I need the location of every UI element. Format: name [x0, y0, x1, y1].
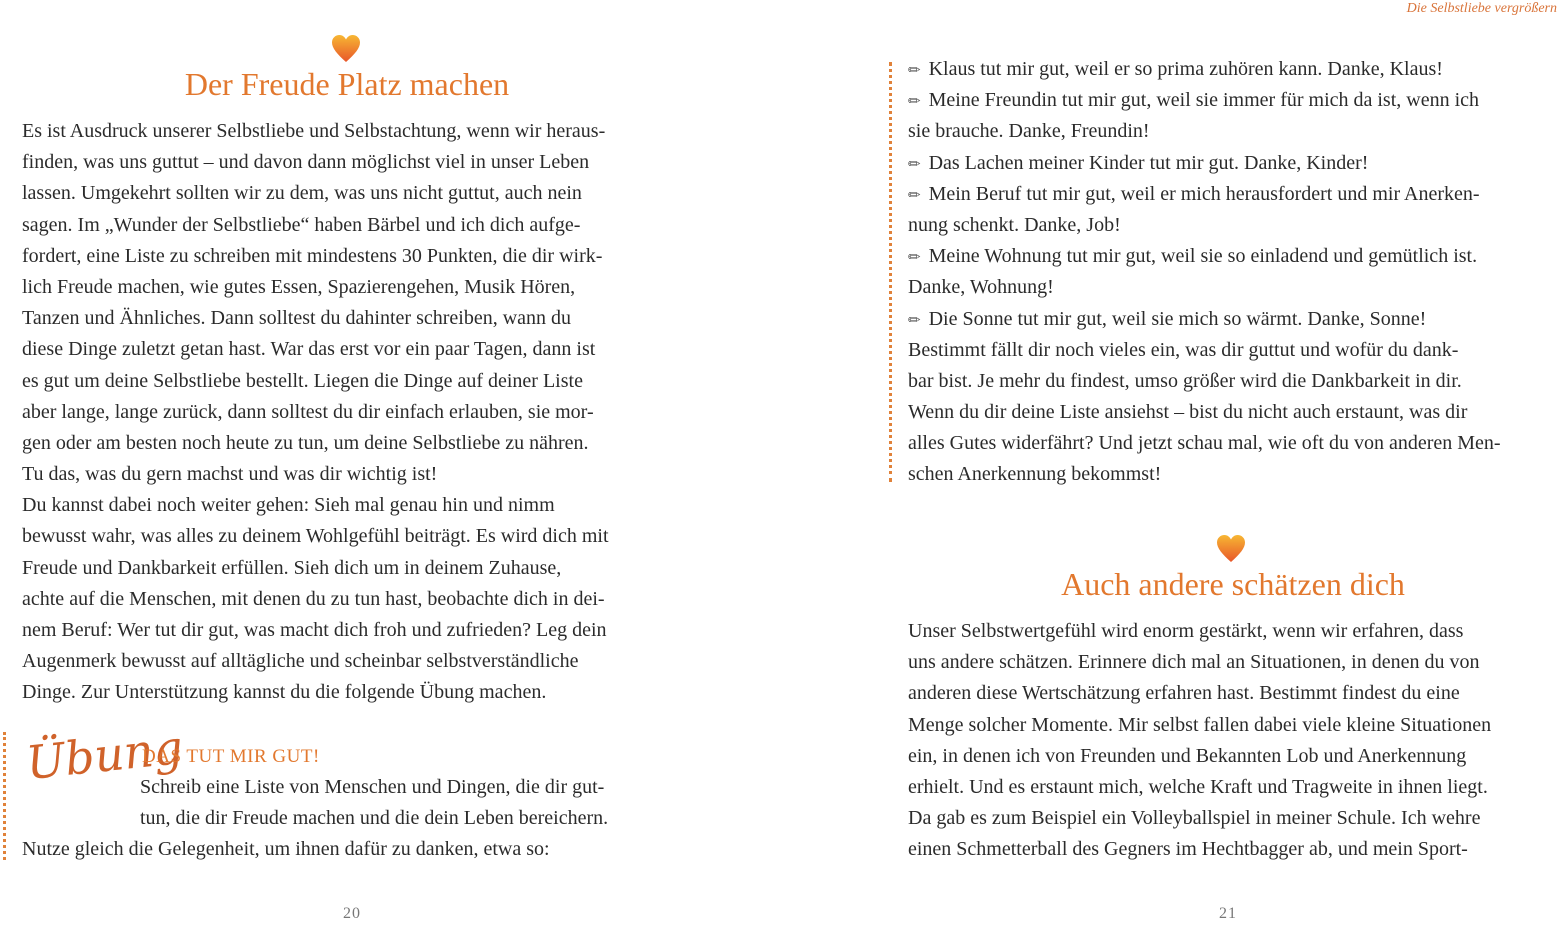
text-line: bar bist. Je mehr du findest, umso größer wird die Dankbarkeit in dir. [908, 369, 1462, 392]
pencil-icon: ✏ [908, 312, 921, 329]
text-line: achte auf die Menschen, mit denen du zu tun hast, beobachte dich in dei- [22, 587, 605, 610]
text-line: finden, was uns guttut – und davon dann möglichst viel in unser Leben [22, 151, 590, 174]
text-line: Schreib eine Liste von Menschen und Dingen, die dir gut- [140, 776, 605, 798]
text-line: fordert, eine Liste zu schreiben mit mindestens 30 Punkten, die dir wirk- [22, 244, 603, 267]
text-line: Dinge. Zur Unterstützung kannst du die folgende Übung machen. [22, 681, 547, 704]
text-line: Du kannst dabei noch weiter gehen: Sieh mal genau hin und nimm [22, 494, 555, 517]
text-line: Augenmerk bewusst auf alltägliche und scheinbar selbstverständliche [22, 650, 579, 673]
text-line: alles Gutes widerfährt? Und jetzt schau mal, wie oft du von anderen Men- [908, 432, 1501, 455]
text-line: erhielt. Und es erstaunt mich, welche Kraft und Tragweite in ihnen liegt. [908, 775, 1488, 798]
text-line: Bestimmt fällt dir noch vieles ein, was dir guttut und wofür du dank- [908, 338, 1459, 361]
pencil-icon: ✏ [908, 156, 921, 173]
text-line: lassen. Umgekehrt sollten wir zu dem, was uns nicht guttut, auch nein [22, 182, 582, 205]
list-item: ✏ Mein Beruf tut mir gut, weil er mich herausfordert und mir Anerken- [908, 182, 1480, 205]
text-line: Freude und Dankbarkeit erfüllen. Sieh dich um in deinem Zuhause, [22, 556, 562, 579]
right-heading: Auch andere schätzen dich [1061, 566, 1405, 602]
text-line: sie brauche. Danke, Freundin! [908, 120, 1150, 143]
text-line: es gut um deine Selbstliebe bestellt. Liegen die Dinge auf deiner Liste [22, 369, 583, 392]
text-line: schen Anerkennung bekommst! [908, 463, 1162, 486]
heart-icon [331, 34, 361, 68]
list-item: ✏ Die Sonne tut mir gut, weil sie mich so wärmt. Danke, Sonne! [908, 307, 1427, 330]
exercise-label: Übung [23, 719, 186, 791]
text-line: Tanzen und Ähnliches. Dann solltest du dahinter schreiben, wann du [22, 307, 572, 330]
heart-icon [1216, 534, 1246, 568]
pencil-icon: ✏ [908, 63, 921, 79]
text-line: uns andere schätzen. Erinnere dich mal an Situationen, in denen du von [908, 651, 1480, 674]
text-line: nem Beruf: Wer tut dir gut, was macht dich froh und zufrieden? Leg dein [22, 619, 607, 641]
pencil-icon: ✏ [908, 187, 921, 204]
page-number-right: 21 [1219, 905, 1237, 922]
text-line: Wenn du dir deine Liste ansiehst – bist du nicht auch erstaunt, was dir [908, 401, 1468, 424]
text-line: ein, in denen ich von Freunden und Bekannten Lob und Anerkennung [908, 744, 1467, 767]
text-line: Es ist Ausdruck unserer Selbstliebe und Selbstachtung, wenn wir heraus- [22, 120, 606, 142]
text-line: gen oder am besten noch heute zu tun, um deine Selbstliebe zu nähren. [22, 431, 589, 454]
text-line: anderen diese Wertschätzung erfahren hast. Bestimmt findest du eine [908, 682, 1460, 705]
text-line: Da gab es zum Beispiel ein Volleyballspiel in meiner Schule. Ich wehre [908, 807, 1481, 830]
list-item: ✏ Klaus tut mir gut, weil er so prima zuhören kann. Danke, Klaus! [908, 58, 1443, 80]
exercise-last-line: Nutze gleich die Gelegenheit, um ihnen dafür zu danken, etwa so: [22, 838, 550, 860]
text-line: Unser Selbstwertgefühl wird enorm gestärkt, wenn wir erfahren, dass [908, 620, 1464, 642]
text-line: sagen. Im „Wunder der Selbstliebe“ haben Bärbel und ich dich aufge- [22, 213, 581, 236]
exercise-heading: DAS TUT MIR GUT! [142, 746, 320, 767]
text-line: diese Dinge zuletzt getan hast. War das erst vor ein paar Tagen, dann ist [22, 338, 596, 361]
text-line: lich Freude machen, wie gutes Essen, Spazierengehen, Musik Hören, [22, 275, 576, 298]
text-line: einen Schmetterball des Gegners im Hechtbagger ab, und mein Sport- [908, 838, 1468, 861]
text-line: Danke, Wohnung! [908, 276, 1054, 299]
pencil-icon: ✏ [908, 250, 921, 267]
text-line: nung schenkt. Danke, Job! [908, 213, 1121, 236]
text-line: tun, die dir Freude machen und die dein Leben bereichern. [140, 807, 609, 830]
text-line: Menge solcher Momente. Mir selbst fallen dabei viele kleine Situationen [908, 713, 1492, 736]
list-item: ✏ Meine Wohnung tut mir gut, weil sie so einladend und gemütlich ist. [908, 245, 1478, 268]
list-dotted-rule [889, 62, 892, 482]
exercise-dotted-rule [3, 732, 6, 860]
exercise-text [140, 772, 608, 834]
right-body-text [908, 616, 1558, 866]
thanks-list [908, 54, 1558, 491]
pencil-icon: ✏ [908, 94, 921, 111]
list-item: ✏ Das Lachen meiner Kinder tut mir gut. Danke, Kinder! [908, 151, 1369, 174]
page-number-left: 20 [343, 905, 361, 922]
left-heading: Der Freude Platz machen [184, 66, 510, 102]
list-item: ✏ Meine Freundin tut mir gut, weil sie immer für mich da ist, wenn ich [908, 89, 1480, 112]
text-line: aber lange, lange zurück, dann solltest du dir einfach erlauben, sie mor- [22, 400, 594, 423]
left-body-text [22, 116, 672, 709]
text-line: bewusst wahr, was alles zu deinem Wohlgefühl beiträgt. Es wird dich mit [22, 525, 609, 548]
running-head: Die Selbstliebe vergrößern [1406, 1, 1557, 16]
text-line: Tu das, was du gern machst und was dir wichtig ist! [22, 463, 438, 486]
